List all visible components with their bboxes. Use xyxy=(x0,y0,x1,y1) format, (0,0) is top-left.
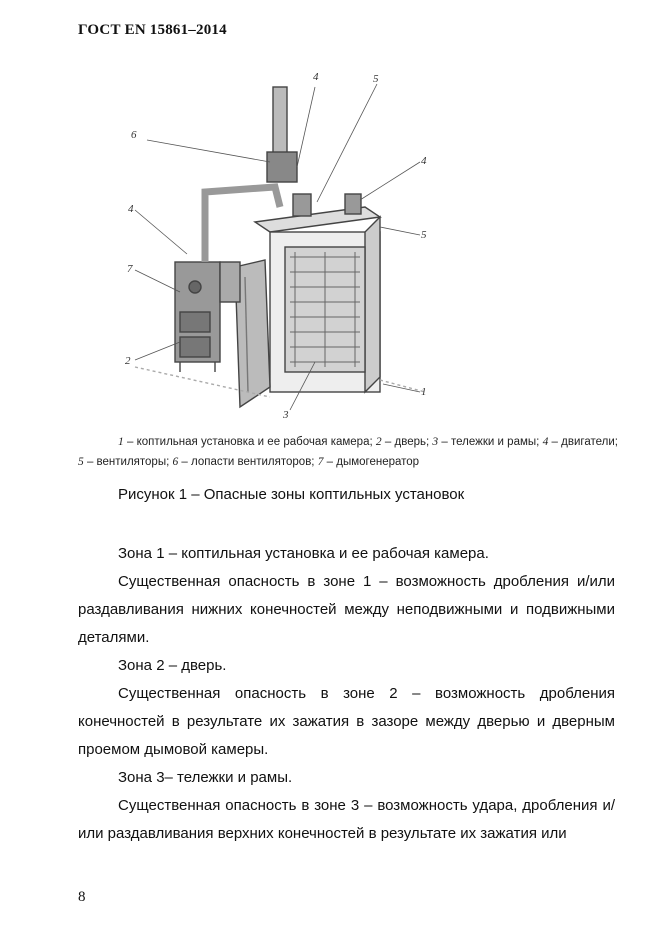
legend-num: 2 xyxy=(375,436,382,448)
smokehouse-drawing xyxy=(95,62,565,432)
paragraph-zone-3: Зона 3– тележки и рамы. xyxy=(118,769,293,786)
fan-motor xyxy=(267,152,297,182)
legend-text: – коптильная установка и ее рабочая камера; xyxy=(123,436,376,448)
legend-text: – тележки и рамы; xyxy=(438,436,543,448)
callout-left-6: 6 xyxy=(131,129,137,141)
callout-right-4: 4 xyxy=(421,155,427,167)
callout-bottom-3: 3 xyxy=(283,409,289,421)
legend-text: – вентиляторы; xyxy=(83,456,173,468)
callout-right-5: 5 xyxy=(421,229,427,241)
callout-left-7: 7 xyxy=(127,263,133,275)
legend-num: 3 xyxy=(432,436,439,448)
paragraph-zone-2-hazard: Существенная опасность в зоне 2 – возможность дробления конечностей в результате их зажатия в зазоре между дверью и дверным проемом дымовой камеры. xyxy=(78,685,615,758)
document-header: ГОСТ EN 15861–2014 xyxy=(78,22,227,38)
page-number: 8 xyxy=(78,889,86,905)
legend-text: – дымогенератор xyxy=(323,456,420,468)
paragraph-zone-1-hazard: Существенная опасность в зоне 1 – возможность дробления и/или раздавливания нижних конечностей между неподвижными и подвижными деталями. xyxy=(78,573,615,646)
body-text xyxy=(78,540,615,848)
callout-bottom-1: 1 xyxy=(421,386,427,398)
legend-num: 7 xyxy=(317,456,324,468)
legend-text: – двигатели; xyxy=(548,436,618,448)
top-fan-left xyxy=(293,194,311,216)
paragraph-zone-3-hazard: Существенная опасность в зоне 3 – возможность удара, дробления и/или раздавливания верхних конечностей в результате их зажатия или xyxy=(78,797,615,842)
top-fan-right xyxy=(345,194,361,214)
legend-num: 4 xyxy=(542,436,549,448)
callout-left-2: 2 xyxy=(125,355,131,367)
callout-left-4: 4 xyxy=(128,203,134,215)
legend-num: 1 xyxy=(118,436,124,448)
legend-num: 6 xyxy=(172,456,179,468)
figure-title: Рисунок 1 – Опасные зоны коптильных установок xyxy=(118,486,465,503)
paragraph-zone-1: Зона 1 – коптильная установка и ее рабочая камера. xyxy=(118,545,489,562)
paragraph-zone-2: Зона 2 – дверь. xyxy=(118,657,227,674)
smokehouse-figure xyxy=(95,62,565,432)
legend-text: – лопасти вентиляторов; xyxy=(178,456,318,468)
callout-top-4: 4 xyxy=(313,71,319,83)
legend-num: 5 xyxy=(78,456,84,468)
legend-text: – дверь; xyxy=(381,436,433,448)
figure-legend xyxy=(78,432,618,472)
callout-top-5: 5 xyxy=(373,73,379,85)
